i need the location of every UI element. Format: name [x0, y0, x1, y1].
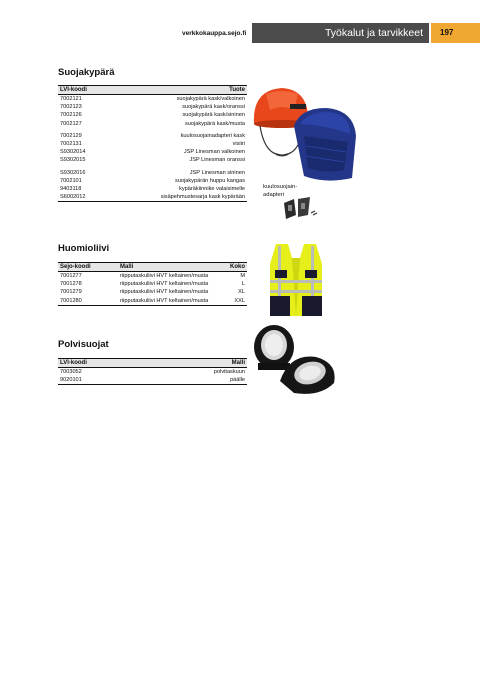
kneepads-table: [58, 358, 247, 385]
table-row: [58, 111, 247, 119]
helmet-section-title: Suojakypärä: [58, 67, 115, 78]
col-header-code: Sejo-koodi: [58, 263, 118, 272]
row-product: JSP Linesman oranssi: [189, 157, 245, 164]
row-code: 7002121: [60, 96, 82, 102]
table-row: [58, 103, 247, 111]
table-row: [58, 120, 247, 128]
row-code: 7001278: [60, 281, 82, 288]
vest-table: [58, 262, 247, 306]
row-model: päälle: [146, 376, 247, 385]
row-product: suojakypärä kask/musta: [184, 120, 245, 127]
row-model: riipputaskuliivi HVT keltainen/musta: [120, 273, 209, 279]
row-code: 7001279: [60, 289, 82, 296]
table-row: [58, 177, 247, 185]
blue-hood-image: [286, 106, 360, 184]
table-row: [58, 297, 247, 306]
table-row: [58, 185, 247, 193]
table-row: [58, 156, 247, 164]
row-code: 7002131: [60, 141, 82, 148]
table-row: [58, 140, 247, 148]
table-row: [58, 272, 247, 281]
row-code: 7002126: [60, 112, 82, 119]
table-row: [58, 148, 247, 156]
helmet-table: [58, 85, 247, 202]
row-code: S9302016: [60, 169, 86, 176]
table-row: [58, 169, 247, 177]
hi-vis-vest-image: [266, 240, 326, 320]
row-product: suojakypärän huppu kangas: [175, 177, 245, 184]
col-header-code: LVI-koodi: [58, 359, 146, 368]
col-header-size: Koko: [225, 263, 247, 272]
row-product: visiiri: [232, 141, 245, 148]
row-code: S9302015: [60, 157, 86, 164]
row-code: 7001280: [58, 297, 118, 306]
table-row: [58, 132, 247, 140]
col-header-model: Malli: [146, 359, 247, 368]
row-product: JSP Linesman valkoinen: [183, 149, 245, 156]
section-title-bar: Työkalut ja tarvikkeet: [252, 23, 429, 43]
col-header-model: Malli: [118, 263, 225, 272]
row-size: XL: [238, 289, 245, 296]
table-row: [58, 95, 247, 104]
adapter-note: [263, 183, 297, 199]
table-row: [58, 376, 247, 385]
row-product: kuulosuojainadapteri kask: [180, 132, 245, 139]
row-code: S6002012: [58, 193, 107, 202]
row-product: suojakypärä kask/valkoinen: [176, 96, 245, 102]
row-product: kypäräkiinnike valaisimelle: [179, 186, 245, 193]
row-code: S9302014: [60, 149, 86, 156]
table-row: [58, 288, 247, 296]
page-number: 197: [431, 23, 480, 43]
col-header-product: Tuote: [107, 86, 247, 95]
row-code: 7002101: [60, 177, 82, 184]
vest-section-title: Huomioliivi: [58, 243, 110, 254]
row-product: sisäpehmustesarja kask kypärään: [107, 193, 247, 202]
adapter-note-line2: adapteri: [263, 192, 284, 198]
row-model: riipputaskuliivi HVT keltainen/musta: [118, 297, 225, 306]
row-code: 7002123: [60, 104, 82, 111]
row-product: JSP Linesman sininen: [189, 169, 245, 176]
table-row: [58, 368, 247, 377]
row-product: suojakypärä kask/sininen: [182, 112, 245, 119]
row-product: suojakypärä kask/oranssi: [182, 104, 245, 111]
row-code: 7003052: [60, 369, 82, 375]
row-code: 9403118: [60, 186, 82, 193]
adapter-image: [282, 195, 320, 223]
row-size: M: [240, 273, 245, 279]
website-url: verkkokauppa.sejo.fi: [182, 30, 247, 37]
row-size: L: [241, 281, 245, 288]
adapter-note-line1: kuulosuojain-: [263, 184, 298, 190]
row-model: riipputaskuliivi HVT keltainen/musta: [120, 281, 209, 288]
row-code: 7001277: [60, 273, 82, 279]
row-size: XXL: [225, 297, 247, 306]
kneepads-section-title: Polvisuojat: [58, 339, 109, 350]
row-code: 7002127: [60, 120, 82, 127]
table-row: [58, 193, 247, 202]
row-model: riipputaskuliivi HVT keltainen/musta: [120, 289, 209, 296]
table-row: [58, 280, 247, 288]
row-code: 9020101: [58, 376, 146, 385]
row-model: polvitaskuun: [213, 369, 245, 375]
row-code: 7002129: [60, 132, 82, 139]
kneepads-image: [250, 323, 340, 398]
col-header-code: LVI-koodi: [58, 86, 107, 95]
